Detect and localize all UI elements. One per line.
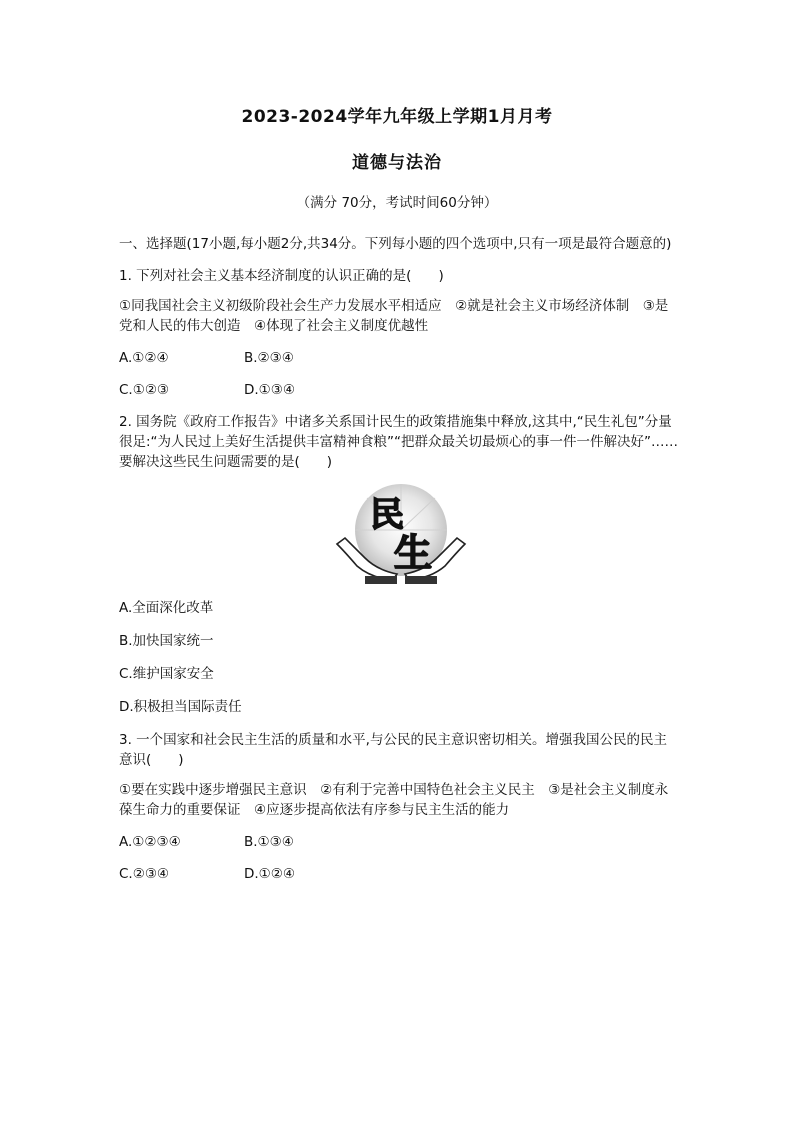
question-1-options-row-2: [119, 380, 679, 400]
question-1-items: ①同我国社会主义初级阶段社会生产力发展水平相适应 ②就是社会主义市场经济体制 ③是党和人民的伟大创造 ④体现了社会主义制度优越性: [119, 298, 669, 334]
question-3-options-row-2: [119, 864, 679, 884]
figure-char-sheng: 生: [393, 531, 433, 575]
question-2-option-b: B.加快国家统一: [119, 633, 214, 649]
question-3-option-d: D.①②④: [244, 866, 295, 882]
question-2-option-c: C.维护国家安全: [119, 666, 214, 682]
exam-subject: 道德与法治: [352, 153, 442, 173]
question-3-items: ①要在实践中逐步增强民主意识 ②有利于完善中国特色社会主义民主 ③是社会主义制度永葆生命力的重要保证 ④应逐步提高依法有序参与民主生活的能力: [119, 782, 669, 818]
question-3-option-c: C.②③④: [119, 866, 170, 882]
right-cuff-icon: [405, 576, 437, 584]
question-1-option-c: C.①②③: [119, 382, 170, 398]
section-heading: 一、选择题(17小题,每小题2分,共34分。下列每小题的四个选项中,只有一项是最符合题意的): [119, 236, 672, 252]
question-3-stem: 3. 一个国家和社会民主生活的质量和水平,与公民的民主意识密切相关。增强我国公民的民主意识( ): [119, 732, 667, 768]
figure-char-min: 民: [370, 495, 404, 535]
question-2-option-a: A.全面深化改革: [119, 600, 214, 616]
question-3-option-b: B.①③④: [244, 834, 294, 850]
minsheng-illustration: [331, 482, 471, 586]
exam-content: [119, 230, 679, 896]
question-1-options-row-1: [119, 348, 679, 368]
exam-note: （满分 70分，考试时间60分钟）: [296, 195, 498, 211]
question-3-options-row-1: [119, 832, 679, 852]
question-1-option-b: B.②③④: [244, 350, 294, 366]
question-1-stem: 1. 下列对社会主义基本经济制度的认识正确的是( ): [119, 268, 444, 284]
question-1-option-d: D.①③④: [244, 382, 295, 398]
question-3-option-a: A.①②③④: [119, 834, 181, 850]
left-cuff-icon: [365, 576, 397, 584]
question-2-stem: 2. 国务院《政府工作报告》中诸多关系国计民生的政策措施集中释放,这其中,“民生礼包”分量很足:“为人民过上美好生活提供丰富精神食粮”“把群众最关切最烦心的事一件一件解决好”……要解决这些民生问题需要的是( ): [119, 414, 679, 470]
question-2-option-d: D.积极担当国际责任: [119, 699, 242, 715]
exam-title: 2023-2024学年九年级上学期1月月考: [241, 107, 553, 127]
question-1-option-a: A.①②④: [119, 350, 169, 366]
